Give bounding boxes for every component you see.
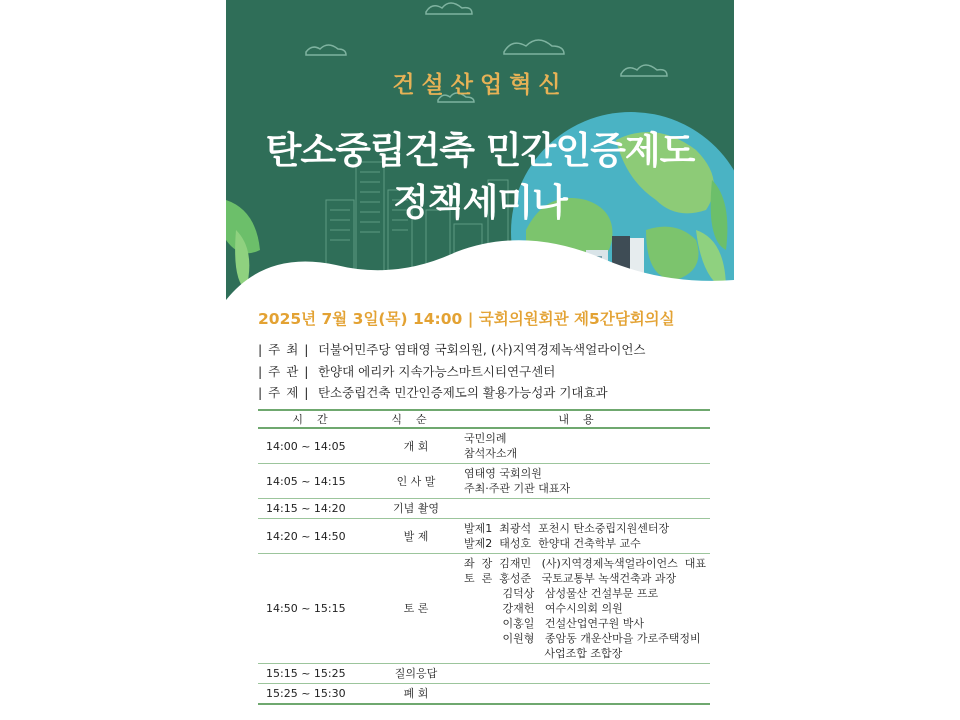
- schedule-content-line: 토 론 홍성준 국토교통부 녹색건축과 과장: [464, 572, 677, 585]
- table-row: [258, 464, 710, 499]
- info-organizer-label: | 주 관 |: [258, 364, 310, 379]
- schedule-content-line: 강재헌 여수시의회 의원: [464, 602, 623, 615]
- schedule-content-line: 발제1 최광석 포천시 탄소중립지원센터장: [464, 522, 670, 535]
- schedule-time: 15:25 ~ 15:30: [258, 684, 376, 705]
- schedule-item: 인 사 말: [376, 464, 456, 499]
- info-organizer: [258, 362, 555, 380]
- schedule-content-line: 김덕상 삼성물산 건설부문 프로: [464, 587, 659, 600]
- schedule-content: [456, 684, 710, 705]
- info-host-label: | 주 최 |: [258, 342, 310, 357]
- schedule-content-line: 사업조합 조합장: [464, 647, 623, 660]
- info-organizer-value: 한양대 에리카 지속가능스마트시티연구센터: [317, 364, 556, 379]
- schedule-body: [258, 428, 710, 704]
- schedule-content-line: 참석자소개: [464, 447, 518, 460]
- info-host-value: 더불어민주당 염태영 국회의원, (사)지역경제녹색얼라이언스: [317, 342, 646, 357]
- table-row: [258, 664, 710, 684]
- schedule-header-row: [258, 410, 710, 428]
- schedule-content-line: 국민의례: [464, 432, 507, 445]
- schedule-content: [456, 464, 710, 499]
- schedule-content-line: 발제2 태성호 한양대 건축학부 교수: [464, 537, 641, 550]
- schedule-time: 14:00 ~ 14:05: [258, 428, 376, 464]
- seminar-poster: [226, 0, 734, 720]
- table-row: [258, 519, 710, 554]
- schedule-time: 14:50 ~ 15:15: [258, 554, 376, 664]
- schedule-content: [456, 554, 710, 664]
- schedule-time: 14:05 ~ 14:15: [258, 464, 376, 499]
- schedule-time: 14:20 ~ 14:50: [258, 519, 376, 554]
- schedule-item: 발 제: [376, 519, 456, 554]
- header-content: 내용: [456, 410, 710, 428]
- event-date-venue: 2025년 7월 3일(목) 14:00 | 국회의원회관 제5간담회의실: [258, 310, 675, 328]
- hero-banner: [226, 0, 734, 310]
- schedule-item: 폐 회: [376, 684, 456, 705]
- table-row: [258, 684, 710, 705]
- schedule-content: [456, 428, 710, 464]
- schedule-content-line: 주최·주관 기관 대표자: [464, 482, 571, 495]
- schedule-content: [456, 664, 710, 684]
- schedule-table: [258, 409, 710, 705]
- info-theme-label: | 주 제 |: [258, 385, 310, 400]
- info-host: [258, 340, 646, 358]
- schedule-content-line: 이홍일 건설산업연구원 박사: [464, 617, 644, 630]
- schedule-content-line: 이원형 종암동 개운산마을 가로주택정비: [464, 632, 701, 645]
- table-row: [258, 428, 710, 464]
- page-title-line1: 탄소중립건축 민간인증제도: [265, 129, 695, 172]
- hero-kicker: 건설산업혁신: [392, 72, 568, 98]
- info-theme: [258, 383, 608, 401]
- schedule-item: 개 회: [376, 428, 456, 464]
- header-item: 식순: [376, 410, 456, 428]
- table-row: [258, 554, 710, 664]
- schedule-item: 기념 촬영: [376, 499, 456, 519]
- header-time: 시간: [258, 410, 376, 428]
- schedule-time: 15:15 ~ 15:25: [258, 664, 376, 684]
- schedule-item: 토 론: [376, 554, 456, 664]
- schedule-time: 14:15 ~ 14:20: [258, 499, 376, 519]
- schedule-content: [456, 519, 710, 554]
- schedule-item: 질의응답: [376, 664, 456, 684]
- schedule-content-line: 좌 장 김재민 (사)지역경제녹색얼라이언스 대표: [464, 557, 706, 570]
- table-row: [258, 499, 710, 519]
- schedule-content-line: 염태영 국회의원: [464, 467, 542, 480]
- page-title-line2: 정책세미나: [393, 181, 567, 224]
- schedule-content: [456, 499, 710, 519]
- info-theme-value: 탄소중립건축 민간인증제도의 활용가능성과 기대효과: [317, 385, 608, 400]
